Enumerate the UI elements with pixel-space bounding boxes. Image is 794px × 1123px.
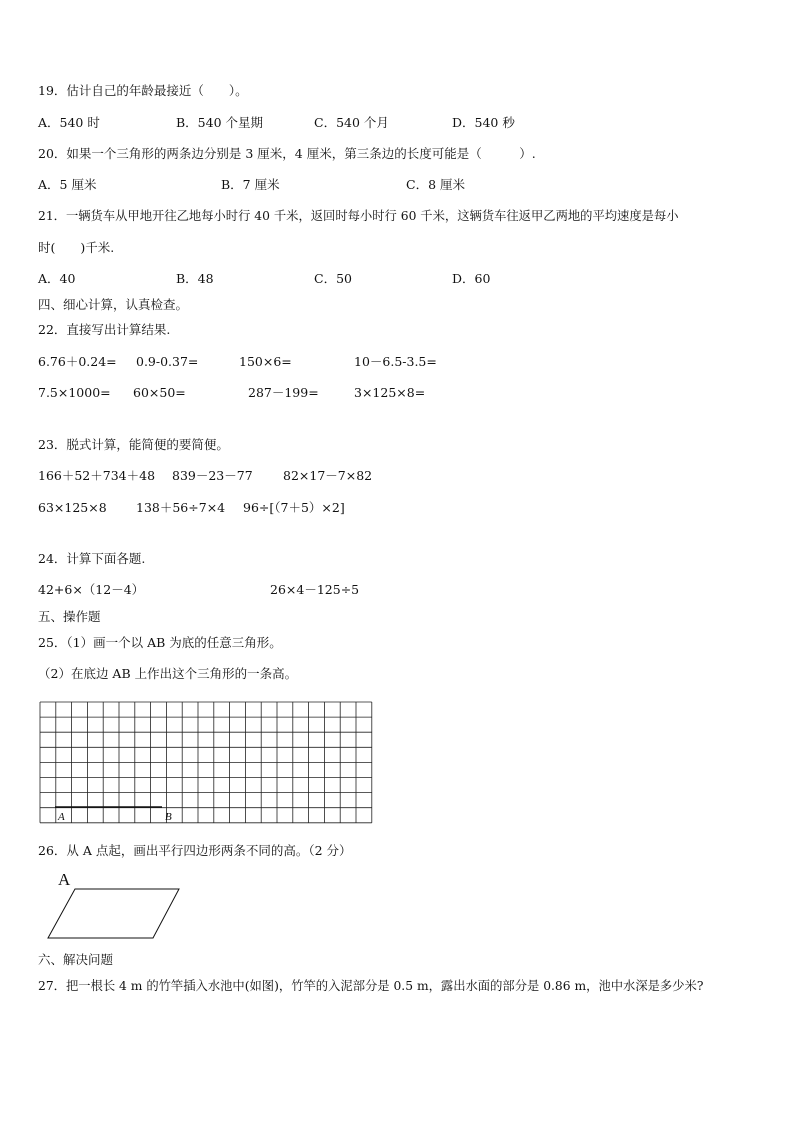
q22-item-1: 6.76＋0.24= xyxy=(38,354,117,369)
q23-item-4: 63×125×8 xyxy=(38,500,107,515)
q22-item-3: 150×6= xyxy=(239,354,292,369)
q22-item-7: 287－199= xyxy=(248,385,319,400)
q19-stem: 19．估计自己的年龄最接近（ ）。 xyxy=(38,83,248,98)
q23-item-3: 82×17－7×82 xyxy=(283,468,373,483)
q21-option-c: C．50 xyxy=(314,271,352,286)
q24-stem: 24．计算下面各题. xyxy=(38,551,146,566)
q23-item-1: 166＋52＋734＋48 xyxy=(38,468,156,483)
q19-option-d: D．540 秒 xyxy=(452,115,515,130)
q26-parallelogram-figure xyxy=(44,868,189,942)
q23-item-2: 839－23－77 xyxy=(172,468,253,483)
q22-item-6: 60×50= xyxy=(133,385,186,400)
q23-stem: 23．脱式计算，能简便的要简便。 xyxy=(38,437,229,452)
q22-stem: 22．直接写出计算结果. xyxy=(38,322,171,337)
q25-part-2: （2）在底边 AB 上作出这个三角形的一条高。 xyxy=(38,666,298,681)
section-4-heading: 四、细心计算，认真检查。 xyxy=(38,297,189,312)
parallelogram-vertex-a-label: A xyxy=(58,870,71,889)
q21-stem-line1: 21．一辆货车从甲地开往乙地每小时行 40 千米，返回时每小时行 60 千米，这辆货车往返甲乙两地的平均速度是每小 xyxy=(38,209,679,223)
q24-item-2: 26×4－125÷5 xyxy=(270,582,360,597)
q24-item-1: 42+6×（12－4） xyxy=(38,582,145,597)
q19-option-b: B．540 个星期 xyxy=(176,115,264,130)
q23-item-6: 96÷[（7＋5）×2] xyxy=(243,500,345,515)
q22-item-5: 7.5×1000= xyxy=(38,385,111,400)
q20-option-a: A．5 厘米 xyxy=(38,177,97,192)
q22-item-8: 3×125×8= xyxy=(354,385,426,400)
q20-option-c: C．8 厘米 xyxy=(406,177,465,192)
q21-option-a: A．40 xyxy=(38,271,76,286)
section-5-heading: 五、操作题 xyxy=(38,609,101,624)
q19-option-a: A．540 时 xyxy=(38,115,100,130)
q21-stem-line2: 时( )千米. xyxy=(38,240,115,255)
parallelogram xyxy=(48,889,179,938)
q25-part-1: 25．（1）画一个以 AB 为底的任意三角形。 xyxy=(38,635,282,650)
section-6-heading: 六、解决问题 xyxy=(38,952,114,967)
q20-option-b: B．7 厘米 xyxy=(221,177,280,192)
q19-option-c: C．540 个月 xyxy=(314,115,389,130)
point-b-label: B xyxy=(165,811,172,823)
point-a-label: A xyxy=(58,811,65,823)
q20-stem: 20．如果一个三角形的两条边分别是 3 厘米，4 厘米，第三条边的长度可能是（ ）. xyxy=(38,146,536,161)
q22-item-4: 10－6.5-3.5= xyxy=(354,354,437,369)
q23-item-5: 138＋56÷7×4 xyxy=(136,500,226,515)
q21-option-b: B．48 xyxy=(176,271,214,286)
q26-stem: 26．从 A 点起，画出平行四边形两条不同的高。（2 分） xyxy=(38,843,352,858)
q25-grid xyxy=(39,701,375,824)
q21-option-d: D．60 xyxy=(452,271,491,286)
q22-item-2: 0.9-0.37= xyxy=(136,354,199,369)
q27-stem: 27．把一根长 4 m 的竹竿插入水池中(如图)，竹竿的入泥部分是 0.5 m，露出水面的部分是 0.86 m，池中水深是多少米? xyxy=(38,979,704,993)
